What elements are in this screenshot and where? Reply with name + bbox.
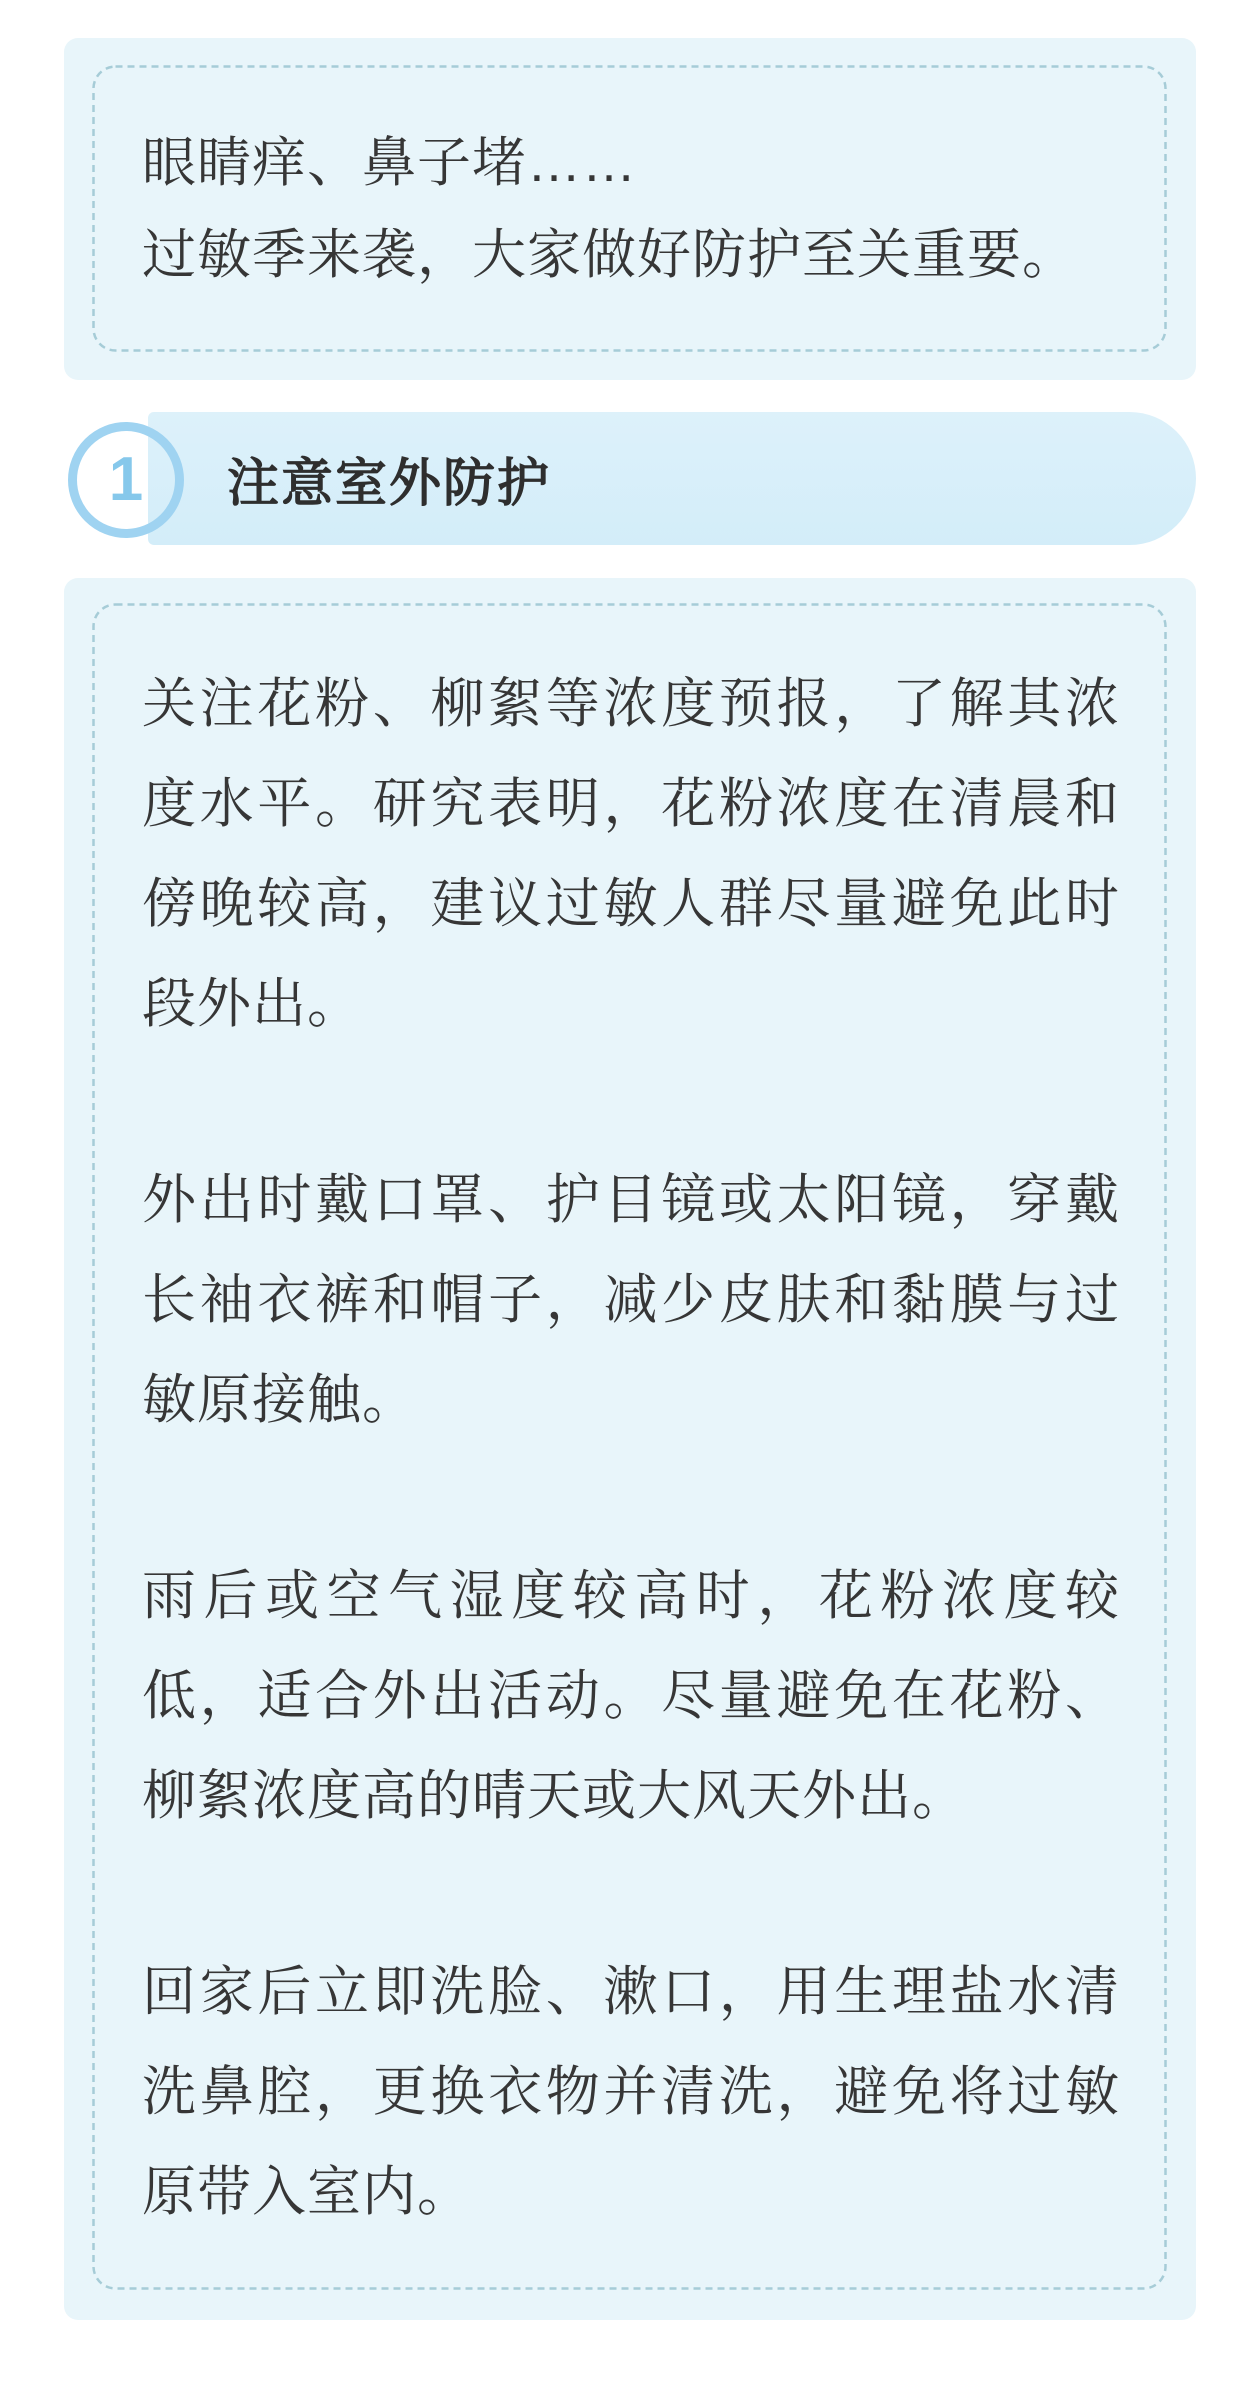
text-line: 度水平。研究表明，花粉浓度在清晨和	[142, 774, 1120, 834]
intro-line: 过敏季来袭，大家做好防护至关重要。	[142, 225, 1077, 285]
section-number: 1	[108, 445, 144, 514]
content-dashed-box	[92, 603, 1167, 2290]
dashed-border	[92, 603, 1167, 2290]
section-number-badge	[68, 422, 184, 538]
text-line: 关注花粉、柳絮等浓度预报，了解其浓	[142, 674, 1120, 734]
intro-line: 眼睛痒、鼻子堵……	[142, 133, 637, 193]
content-panel	[64, 578, 1196, 2320]
text-line: 雨后或空气湿度较高时，花粉浓度较	[142, 1566, 1120, 1626]
text-line: 洗鼻腔，更换衣物并清洗，避免将过敏	[142, 2062, 1120, 2122]
text-line: 外出时戴口罩、护目镜或太阳镜，穿戴	[142, 1170, 1120, 1230]
text-line: 傍晚较高，建议过敏人群尽量避免此时	[142, 874, 1120, 934]
text-line: 回家后立即洗脸、漱口，用生理盐水清	[142, 1962, 1120, 2022]
text-line: 长袖衣裤和帽子，减少皮肤和黏膜与过	[142, 1270, 1120, 1330]
text-line: 段外出。	[142, 974, 362, 1034]
section-title: 注意室外防护	[227, 455, 552, 513]
intro-panel	[64, 38, 1196, 380]
dashed-border	[92, 65, 1167, 352]
text-line: 低，适合外出活动。尽量避免在花粉、	[142, 1666, 1120, 1726]
text-line: 敏原接触。	[142, 1370, 417, 1430]
intro-dashed-box	[92, 65, 1167, 352]
text-line: 原带入室内。	[142, 2162, 472, 2222]
text-line: 柳絮浓度高的晴天或大风天外出。	[142, 1766, 967, 1826]
